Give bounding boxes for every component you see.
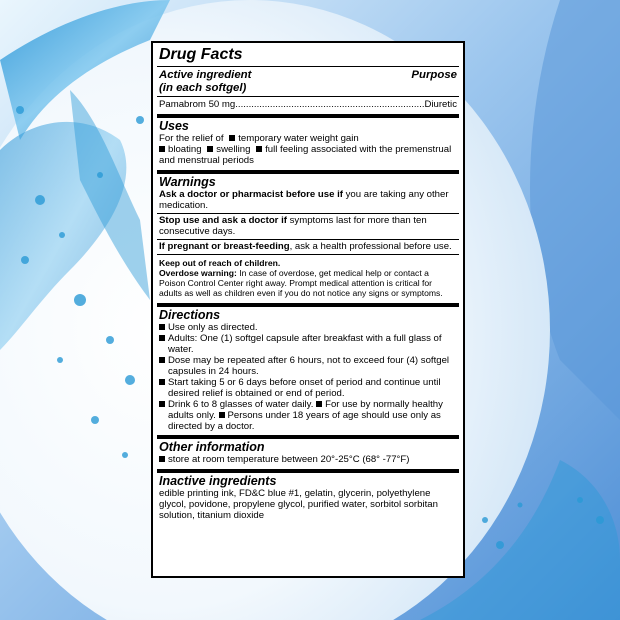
- inactive-ingredients-section: [157, 469, 459, 521]
- active-ingredient-section: [157, 69, 459, 94]
- keep-out-heading: Keep out of reach of children.: [159, 258, 281, 268]
- bullet-square-icon: [207, 146, 213, 152]
- ingredient-purpose: Diuretic: [424, 99, 457, 110]
- uses-item: full feeling associated with the premenstrual and menstrual periods: [159, 144, 452, 166]
- active-ingredient-heading: Active ingredient: [159, 69, 252, 81]
- inactive-ingredients-title: Inactive ingredients: [159, 474, 277, 488]
- bullet-square-icon: [159, 335, 165, 341]
- ingredient-name: Pamabrom 50 mg: [159, 99, 236, 110]
- bullet-square-icon: [159, 357, 165, 363]
- bullet-square-icon: [159, 456, 165, 462]
- warnings-title: Warnings: [159, 175, 216, 189]
- overdose-text: In case of overdose, get medical help or contact a Poison Control Center right away. Prompt medical attention is critical for adults as well as children even if you do not notice any signs or symptoms.: [159, 268, 443, 298]
- bullet-square-icon: [159, 379, 165, 385]
- dot-leader: [235, 99, 424, 111]
- directions-item: Adults: One (1) softgel capsule after breakfast with a full glass of water.: [168, 333, 442, 355]
- stop-use-heading: Stop use and ask a doctor if: [159, 215, 287, 226]
- drug-facts-title: Drug Facts: [157, 45, 459, 67]
- active-ingredient-subheading: (in each softgel): [159, 81, 247, 94]
- keep-out-block: [157, 254, 459, 303]
- other-information-title: Other information: [159, 440, 265, 454]
- directions-title: Directions: [159, 308, 221, 322]
- pregnancy-heading: If pregnant or breast-feeding: [159, 241, 290, 252]
- uses-item: temporary water weight gain: [238, 133, 359, 144]
- directions-item: Dose may be repeated after 6 hours, not to exceed four (4) softgel capsules in 24 hours.: [168, 355, 450, 377]
- ask-doctor-heading: Ask a doctor or pharmacist before use if: [159, 189, 343, 200]
- uses-title: Uses: [159, 119, 189, 133]
- directions-extra: Persons under 18 years of age should use only as directed by a doctor.: [168, 410, 441, 432]
- bullet-square-icon: [316, 401, 322, 407]
- directions-extra: For use by normally healthy adults only.: [168, 399, 443, 421]
- other-information-text: store at room temperature between 20°-25°C (68° -77°F): [168, 454, 410, 465]
- stop-use-block: [157, 213, 459, 239]
- overdose-heading: Overdose warning:: [159, 268, 237, 278]
- stop-use-text: symptoms last for more than ten consecutive days.: [159, 215, 427, 237]
- directions-section: [157, 303, 459, 435]
- ingredient-row: [157, 96, 459, 114]
- drug-facts-panel: [151, 41, 465, 578]
- directions-item: Start taking 5 or 6 days before onset of period and continue until desired relief is obtained or end of period.: [168, 377, 441, 399]
- uses-intro: For the relief of: [159, 133, 224, 144]
- pregnancy-block: [157, 239, 459, 254]
- uses-item: swelling: [216, 144, 251, 155]
- bullet-square-icon: [159, 401, 165, 407]
- other-information-section: [157, 435, 459, 469]
- uses-section: [157, 114, 459, 170]
- ask-doctor-text: you are taking any other medication.: [159, 189, 449, 211]
- warnings-section: [157, 170, 459, 303]
- pregnancy-text: , ask a health professional before use.: [289, 241, 452, 252]
- bullet-square-icon: [159, 146, 165, 152]
- bullet-square-icon: [219, 412, 225, 418]
- purpose-heading: Purpose: [411, 69, 457, 81]
- bullet-square-icon: [229, 135, 235, 141]
- inactive-ingredients-text: edible printing ink, FD&C blue #1, gelatin, glycerin, polyethylene glycol, povidone, propylene glycol, purified water, sorbitol sorbitan solution, titanium dioxide: [159, 488, 438, 521]
- bullet-square-icon: [159, 324, 165, 330]
- bullet-square-icon: [256, 146, 262, 152]
- directions-item: Use only as directed.: [168, 322, 258, 333]
- uses-item: bloating: [168, 144, 202, 155]
- directions-item: Drink 6 to 8 glasses of water daily.: [168, 399, 314, 410]
